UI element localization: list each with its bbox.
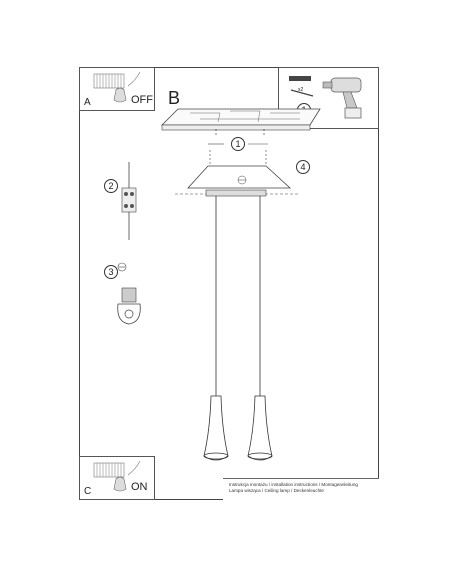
panel-b-letter: B <box>168 88 181 108</box>
panel-c-switch-on <box>79 456 155 500</box>
panel-a-state: OFF <box>131 94 153 106</box>
panel-a-letter: A <box>84 97 91 108</box>
wire-connector-icon <box>118 162 140 242</box>
pendant-lamps-diagram <box>200 210 280 470</box>
step-4-marker: 4 <box>296 160 310 174</box>
panel-a-switch-off <box>79 67 155 111</box>
ground-terminal-icon <box>114 262 142 328</box>
panel-c-state: ON <box>131 481 148 493</box>
ceiling-plate-diagram <box>160 105 320 137</box>
step-2-marker: 2 <box>104 179 118 193</box>
drill-icon <box>323 72 375 122</box>
footer-product: Lampa wisząca / Ceiling lamp / Deckenleuchte <box>229 488 324 493</box>
drill-multiplier: x2 <box>298 87 304 93</box>
canopy-diagram <box>170 150 310 210</box>
screw-icon <box>289 74 319 104</box>
footer-instructions: Instrukcja montażu / installation instructions / Montageanleitung <box>229 482 358 487</box>
step-1-marker: 1 <box>231 137 245 151</box>
step-3-marker: 3 <box>104 265 118 279</box>
panel-c-letter: C <box>84 486 92 497</box>
